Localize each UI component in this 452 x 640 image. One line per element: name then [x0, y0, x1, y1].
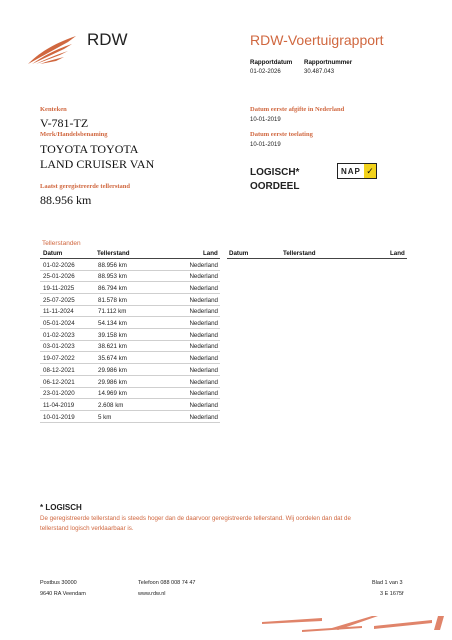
footer-code: 3 E 1675f: [380, 591, 404, 597]
table-row: [40, 376, 220, 388]
table-row: [40, 294, 220, 306]
row-land: Nederland: [189, 378, 218, 386]
tellerstanden-title: Tellerstanden: [42, 240, 81, 247]
rapportdatum-label: Rapportdatum: [250, 59, 293, 66]
oordeel-line1: LOGISCH*: [250, 167, 300, 178]
row-land: Nederland: [189, 308, 218, 316]
rapportnummer-label: Rapportnummer: [304, 59, 353, 66]
footnote-text-1: De geregistreerde tellerstand is steeds hoger dan de daarvoor geregistreerde tellerstand. Wij oordelen dan dat de: [40, 515, 351, 522]
row-land: Nederland: [189, 273, 218, 281]
footer-website: www.rdw.nl: [138, 591, 166, 597]
row-tellerstand: 29.986 km: [98, 366, 127, 374]
col-header-land-right: Land: [390, 250, 405, 257]
table-row: [40, 259, 220, 271]
rapportdatum-value: 01-02-2026: [250, 69, 281, 75]
table-row: [40, 353, 220, 365]
footer-postbus: Postbus 30000: [40, 580, 77, 586]
row-land: Nederland: [189, 401, 218, 409]
oordeel-line2: OORDEEL: [250, 181, 300, 192]
row-datum: 01-02-2023: [43, 331, 75, 339]
row-datum: 06-12-2021: [43, 378, 75, 386]
col-header-datum-right: Datum: [229, 250, 249, 257]
row-tellerstand: 88.953 km: [98, 273, 127, 281]
row-tellerstand: 38.621 km: [98, 343, 127, 351]
merk-line2: LAND CRUISER VAN: [40, 157, 155, 171]
row-tellerstand: 71.112 km: [98, 308, 127, 316]
row-tellerstand: 86.794 km: [98, 284, 127, 292]
laatst-value: 88.956 km: [40, 193, 92, 207]
table-row: [40, 271, 220, 283]
row-datum: 05-01-2024: [43, 320, 75, 327]
row-datum: 25-01-2026: [43, 273, 75, 281]
row-land: Nederland: [189, 355, 218, 363]
row-datum: 10-01-2019: [43, 413, 75, 421]
row-datum: 11-04-2019: [43, 401, 75, 409]
table-row: [40, 282, 220, 294]
afgifte-label: Datum eerste afgifte in Nederland: [250, 106, 345, 113]
table-row: [40, 399, 220, 411]
kenteken-label: Kenteken: [40, 106, 67, 113]
rdw-wing-icon: [26, 30, 82, 66]
table-row: [40, 388, 220, 400]
toelating-value: 10-01-2019: [250, 142, 281, 148]
afgifte-value: 10-01-2019: [250, 117, 281, 123]
table-row: [40, 411, 220, 423]
row-datum: 08-12-2021: [43, 366, 75, 374]
row-divider: [40, 422, 220, 423]
table-row: [40, 341, 220, 353]
kenteken-value: V-781-TZ: [40, 116, 89, 130]
row-datum: 19-07-2022: [43, 355, 75, 363]
col-header-tellerstand: Tellerstand: [97, 250, 130, 257]
col-header-land: Land: [203, 250, 218, 257]
footnote-text-2: tellerstand logisch verklaarbaar is.: [40, 525, 134, 532]
row-land: Nederland: [189, 261, 218, 269]
row-land: Nederland: [189, 390, 218, 398]
row-land: Nederland: [189, 296, 218, 304]
row-datum: 01-02-2026: [43, 261, 75, 269]
row-tellerstand: 5 km: [98, 413, 112, 421]
row-tellerstand: 81.578 km: [98, 296, 127, 304]
rdw-logo: [26, 30, 82, 66]
row-tellerstand: 54.134 km: [98, 320, 127, 327]
row-tellerstand: 29.986 km: [98, 378, 127, 386]
nap-text: NAP: [341, 166, 361, 176]
footer-telefoon: Telefoon 088 008 74 47: [138, 580, 196, 586]
footnote-title: * LOGISCH: [40, 503, 82, 512]
merk-label: Merk/Handelsbenaming: [40, 131, 108, 138]
row-land: Nederland: [189, 331, 218, 339]
row-datum: 23-01-2020: [43, 390, 75, 398]
row-tellerstand: 39.158 km: [98, 331, 127, 339]
nap-badge: [337, 163, 377, 179]
col-header-tellerstand-right: Tellerstand: [283, 250, 316, 257]
row-land: Nederland: [189, 413, 218, 421]
footer-decoration: [262, 612, 452, 634]
row-datum: 03-01-2023: [43, 343, 75, 351]
row-datum: 11-11-2024: [43, 308, 74, 316]
laatst-label: Laatst geregistreerde tellerstand: [40, 183, 131, 190]
row-tellerstand: 35.674 km: [98, 355, 127, 363]
check-icon: ✓: [364, 164, 376, 178]
row-tellerstand: 88.956 km: [98, 261, 127, 269]
row-land: Nederland: [189, 343, 218, 351]
row-land: Nederland: [189, 284, 218, 292]
table-row: [40, 318, 220, 330]
row-land: Nederland: [189, 320, 218, 327]
row-land: Nederland: [189, 366, 218, 374]
table-row: [40, 306, 220, 318]
row-tellerstand: 14.969 km: [98, 390, 127, 398]
col-header-datum: Datum: [43, 250, 63, 257]
table-row: [40, 364, 220, 376]
header-divider-right: [227, 258, 407, 259]
row-tellerstand: 2.608 km: [98, 401, 124, 409]
row-datum: 25-07-2025: [43, 296, 75, 304]
brand-name: RDW: [87, 30, 128, 49]
merk-line1: TOYOTA TOYOTA: [40, 142, 139, 156]
row-datum: 19-11-2025: [43, 284, 75, 292]
rapportnummer-value: 30.487.043: [304, 69, 335, 75]
table-row: [40, 329, 220, 341]
report-title: RDW-Voertuigrapport: [250, 32, 384, 48]
footer-blad: Blad 1 van 3: [372, 580, 403, 586]
toelating-label: Datum eerste toelating: [250, 131, 313, 138]
footer-postcode: 9640 RA Veendam: [40, 591, 86, 597]
